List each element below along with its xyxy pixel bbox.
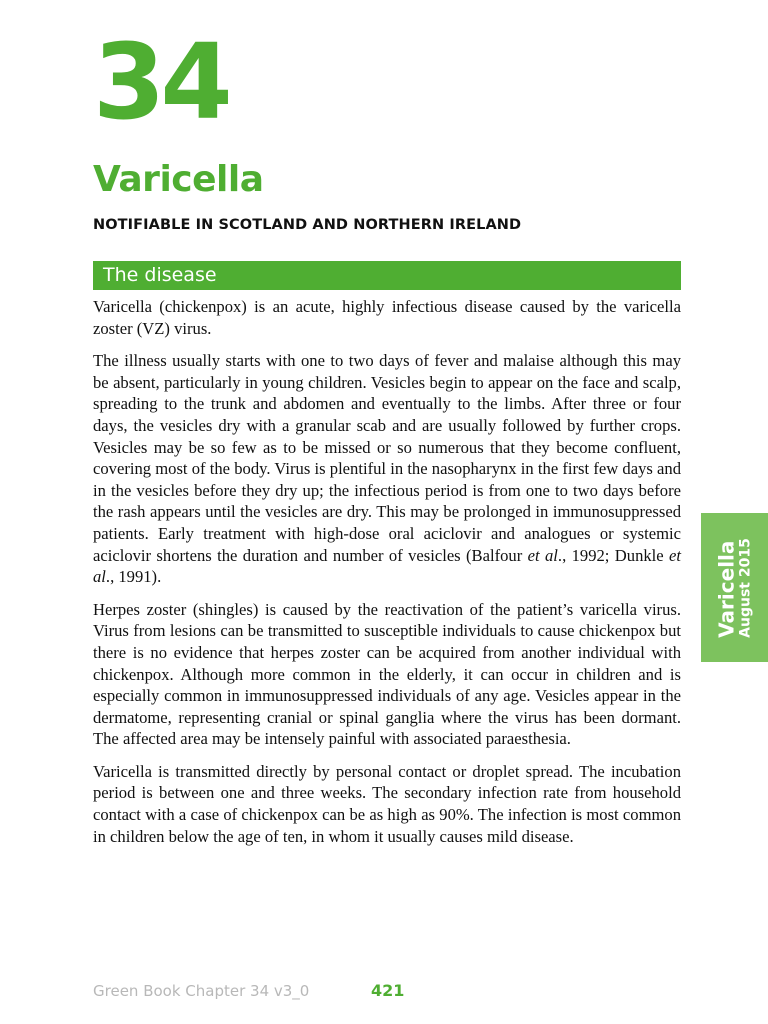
chapter-side-tab <box>701 513 768 662</box>
text-segment: Varicella is transmitted directly by personal contact or droplet spread. The incubation period is between one and three weeks. The secondary infection rate from household contact with a case of chickenpox can be as high as 90%. The infection is most common in children below the age of ten, in whom it usually causes mild disease. <box>93 761 681 846</box>
paragraph <box>93 296 681 339</box>
paragraph <box>93 599 681 750</box>
text-segment: Varicella (chickenpox) is an acute, highly infectious disease caused by the varicella zoster (VZ) virus. <box>93 297 681 338</box>
side-tab-text <box>715 538 754 638</box>
paragraph <box>93 350 681 588</box>
page-number: 421 <box>371 981 405 1000</box>
chapter-number: 34 <box>93 21 228 143</box>
section-heading-bar <box>93 261 681 290</box>
italic-citation: et al <box>527 545 558 565</box>
section-heading: The disease <box>103 264 217 286</box>
side-tab-title: Varicella <box>714 540 738 638</box>
body-text <box>93 296 681 858</box>
chapter-title: Varicella <box>93 159 264 200</box>
paragraph <box>93 761 681 847</box>
side-tab-date: August 2015 <box>737 537 753 638</box>
text-segment: ., 1991). <box>105 567 162 587</box>
footer-source: Green Book Chapter 34 v3_0 <box>93 982 310 1000</box>
text-segment: ., 1992; Dunkle <box>557 545 670 565</box>
notifiable-notice: NOTIFIABLE IN SCOTLAND AND NORTHERN IRELAND <box>93 217 522 233</box>
italic-citation: et al <box>93 545 682 587</box>
text-segment: The illness usually starts with one to two days of fever and malaise although this may be absent, particularly in young children. Vesicles begin to appear on the face and scalp, spreading to the trunk and abdomen and eventually to the limbs. After three or four days, the vesicles dry with a granular scab and are usually followed by further crops. Vesicles may be so few as to be missed or so numerous that they become confluent, covering most of the body. Virus is plentiful in the nasopharynx in the first few days and in the vesicles before they dry up; the infectious period is from one to two days before the rash appears until the vesicles are dry. This may be prolonged in immunosuppressed patients. Early treatment with high-dose oral aciclovir and analogues or systemic aciclovir shortens the duration and number of vesicles (Balfour <box>93 351 681 565</box>
text-segment: Herpes zoster (shingles) is caused by the reactivation of the patient’s varicella virus. Virus from lesions can be transmitted to susceptible individuals to cause chickenpox but there is no evidence that herpes zoster can be acquired from another individual with chickenpox. Although more common in the elderly, it can occur in children and is especially common in immunosuppressed individuals of any age. Vesicles appear in the dermatome, representing cranial or spinal ganglia where the virus has been dormant. The affected area may be intensely painful with associated paraesthesia. <box>93 599 681 749</box>
